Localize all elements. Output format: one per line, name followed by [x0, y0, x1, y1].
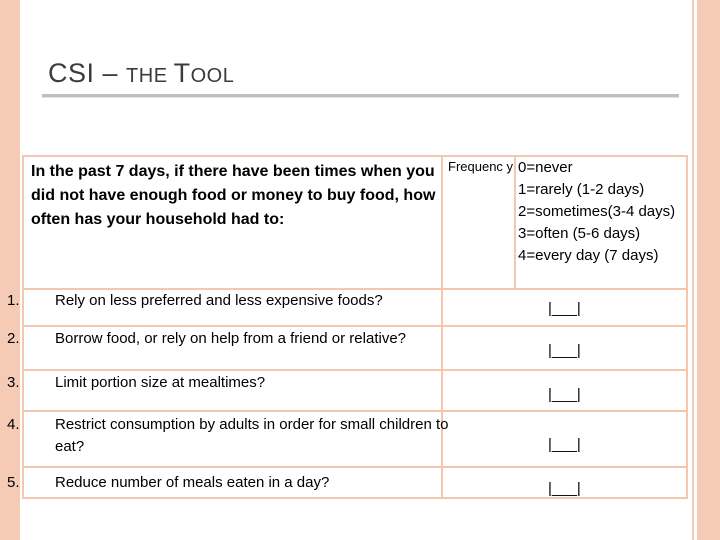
table-row-line-5	[22, 466, 688, 468]
question-item-3: 3. Limit portion size at mealtimes?	[7, 374, 266, 391]
title-t: T	[173, 58, 191, 88]
slide-title	[48, 58, 234, 89]
answer-blank-4[interactable]: |___|	[548, 436, 581, 453]
right-decorative-line	[692, 0, 694, 540]
left-decorative-bar	[0, 0, 20, 540]
title-the: THE	[126, 65, 174, 87]
question-item-2: 2. Borrow food, or rely on help from a friend or relative?	[7, 330, 406, 347]
answer-blank-3[interactable]: |___|	[548, 386, 581, 403]
table-divider-v2	[514, 155, 516, 290]
scale-item: 3=often (5-6 days)	[518, 225, 641, 242]
table-row-line-2	[22, 325, 688, 327]
answer-blank-2[interactable]: |___|	[548, 342, 581, 359]
question-item-5: 5. Reduce number of meals eaten in a day?	[7, 474, 330, 491]
frequency-column-label: Frequenc y	[448, 159, 514, 174]
frequency-scale	[518, 157, 678, 267]
scale-item: 0=never	[518, 159, 573, 176]
right-decorative-bar	[697, 0, 720, 540]
title-main: CSI –	[48, 58, 127, 88]
title-ool: OOL	[190, 65, 235, 87]
question-header: In the past 7 days, if there have been times when you did not have enough food or money to buy food, how often has your household had to:	[31, 163, 436, 228]
table-row-line-3	[22, 369, 688, 371]
table-row-line-4	[22, 410, 688, 412]
title-underline-shadow	[42, 97, 679, 98]
answer-blank-5[interactable]: |___|	[548, 480, 581, 497]
scale-item: 2=sometimes(3-4 days)	[518, 203, 676, 220]
answer-blank-1[interactable]: |___|	[548, 300, 581, 317]
scale-item: 4=every day (7 days)	[518, 247, 659, 264]
scale-item: 1=rarely (1-2 days)	[518, 181, 645, 198]
question-item-4: 4. Restrict consumption by adults in order for small children to eat?	[7, 416, 449, 455]
question-item-1: 1. Rely on less preferred and less expensive foods?	[7, 292, 383, 309]
